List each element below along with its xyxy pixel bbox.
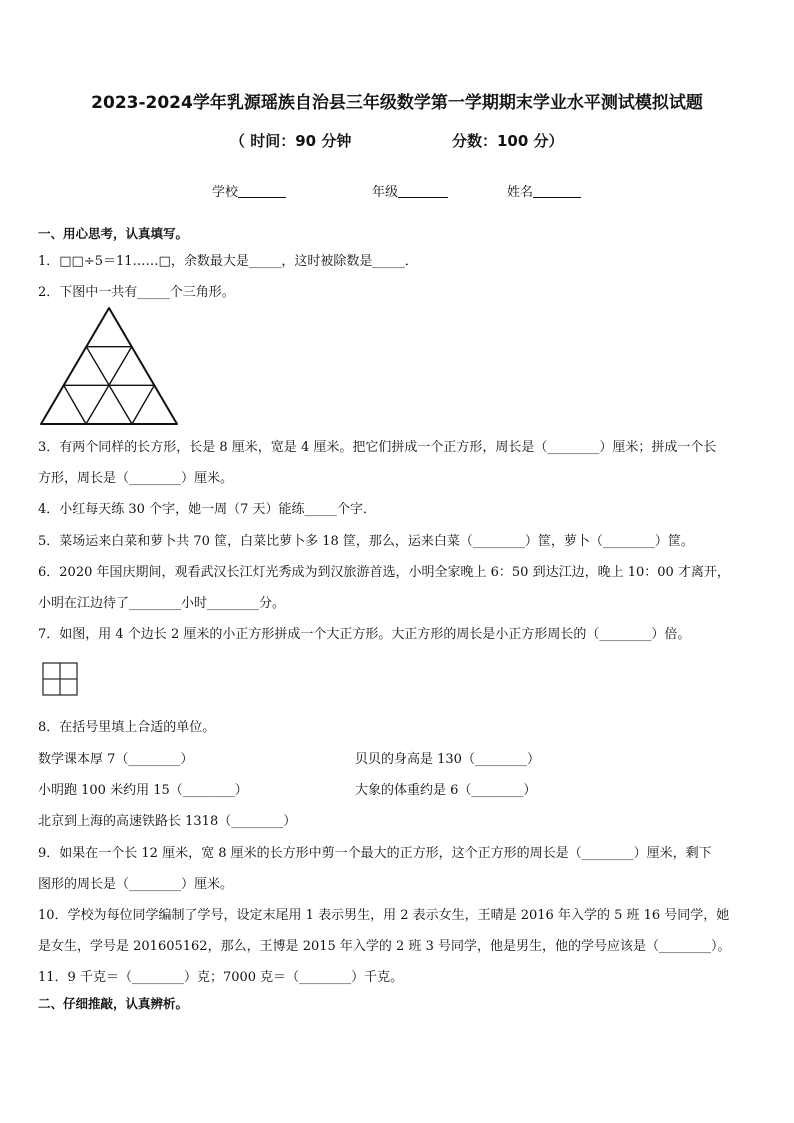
exam-time: （ 时间：90 分钟: [230, 132, 352, 150]
question-2: 2．下图中一共有_____个三角形。: [38, 285, 235, 300]
grade-label: 年级: [372, 185, 399, 200]
question-10-line-2: 是女生，学号是 201605162，那么，王博是 2015 年入学的 2 班 3 号同学，他是男生，他的学号应该是（________）。: [38, 939, 731, 954]
grade-blank: [398, 183, 448, 198]
question-6-line-2: 小明在江边待了________小时________分。: [38, 596, 286, 611]
school-blank: [238, 183, 286, 198]
exam-title: 2023-2024学年乳源瑶族自治县三年级数学第一学期期末学业水平测试模拟试题: [91, 93, 703, 113]
question-5: 5．菜场运来白菜和萝卜共 70 筐，白菜比萝卜多 18 筐，那么，运来白菜（________）筐，萝卜（________）筐。: [38, 534, 694, 549]
question-8: 8．在括号里填上合适的单位。: [38, 720, 216, 735]
grade-field: [372, 181, 448, 200]
question-9-line-1: 9．如果在一个长 12 厘米，宽 8 厘米的长方形中剪一个最大的正方形，这个正方形的周长是（________）厘米，剩下: [38, 846, 712, 861]
school-field: [212, 181, 286, 200]
section-1-heading: 一、用心思考，认真填写。: [38, 226, 189, 241]
q8-item-1: 数学课本厚 7（________）: [38, 752, 194, 767]
question-9-line-2: 图形的周长是（________）厘米。: [38, 877, 234, 892]
question-11: 11．9 千克＝（________）克；7000 克＝（________）千克。: [38, 970, 404, 985]
question-10-line-1: 10．学校为每位同学编制了学号，设定末尾用 1 表示男生，用 2 表示女生，王晴是 2016 年入学的 5 班 16 号同学，她: [38, 908, 730, 923]
triangle-figure: [38, 305, 180, 427]
exam-score: 分数：100 分）: [452, 132, 564, 150]
section-2-heading: 二、仔细推敲，认真辨析。: [38, 996, 189, 1011]
square-grid-figure: [42, 662, 78, 696]
q8-item-4: 大象的体重约是 6（________）: [355, 783, 537, 798]
name-blank: [533, 183, 581, 198]
question-3-line-1: 3．有两个同样的长方形，长是 8 厘米，宽是 4 厘米。把它们拼成一个正方形，周长是（________）厘米；拼成一个长: [38, 440, 717, 455]
name-label: 姓名: [507, 185, 534, 200]
school-label: 学校: [212, 185, 239, 200]
question-4: 4．小红每天练 30 个字，她一周（7 天）能练_____个字．: [38, 502, 376, 517]
q8-item-2: 贝贝的身高是 130（________）: [355, 752, 540, 767]
name-field: [507, 181, 581, 200]
q8-item-5: 北京到上海的高速铁路长 1318（________）: [38, 814, 297, 829]
q8-item-3: 小明跑 100 米约用 15（________）: [38, 783, 248, 798]
question-6-line-1: 6．2020 年国庆期间，观看武汉长江灯光秀成为到汉旅游首选，小明全家晚上 6：50 到达江边，晚上 10：00 才离开，: [38, 565, 730, 580]
question-1: 1．□□÷5＝11……□，余数最大是_____，这时被除数是_____．: [38, 254, 418, 269]
question-7: 7．如图，用 4 个边长 2 厘米的小正方形拼成一个大正方形。大正方形的周长是小正方形周长的（________）倍。: [38, 627, 691, 642]
question-3-line-2: 方形，周长是（________）厘米。: [38, 471, 234, 486]
